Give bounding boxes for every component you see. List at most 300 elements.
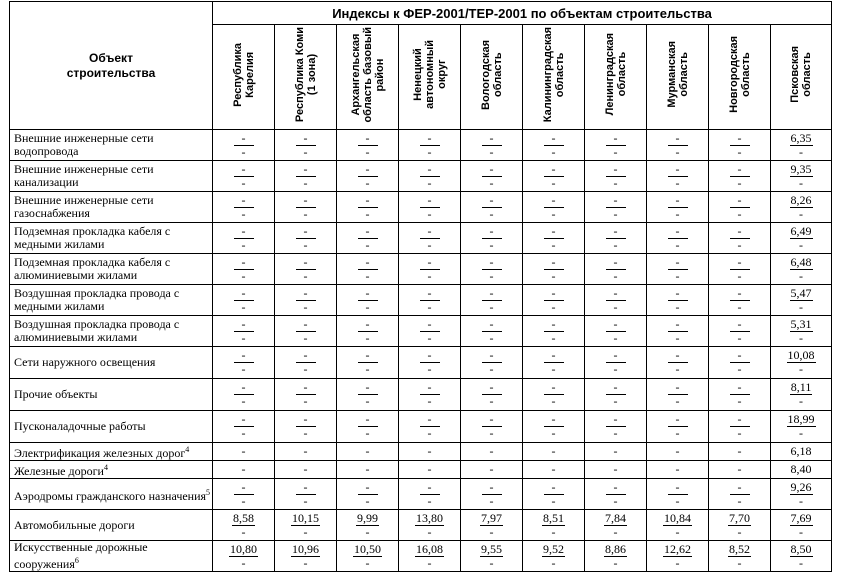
index-sub-value: -: [675, 268, 680, 283]
index-fraction: [730, 349, 750, 376]
index-sub-value: -: [365, 144, 370, 159]
index-fraction: [234, 163, 254, 190]
index-cell: [647, 347, 709, 379]
index-sub-value: -: [551, 299, 556, 314]
index-fraction: [296, 349, 316, 376]
index-cell: [709, 479, 771, 510]
index-fraction: [668, 132, 688, 159]
index-fraction: [358, 381, 378, 408]
index-fraction: [234, 256, 254, 283]
index-cell: [275, 316, 337, 347]
index-value: -: [420, 413, 440, 427]
index-value: -: [365, 444, 370, 458]
index-value: -: [296, 318, 316, 332]
index-fraction: [790, 543, 813, 570]
index-fraction: [544, 481, 564, 508]
index-cell: [461, 130, 523, 161]
index-cell: [709, 130, 771, 161]
index-value: -: [296, 194, 316, 208]
index-value: -: [544, 225, 564, 239]
index-sub-value: -: [489, 175, 494, 190]
index-sub-value: -: [303, 237, 308, 252]
index-sub-value: -: [737, 330, 742, 345]
index-fraction: [663, 543, 692, 570]
index-sub-value: -: [241, 362, 246, 376]
index-fraction: [790, 225, 813, 252]
object-name: Аэродромы гражданского назначения: [14, 488, 207, 503]
index-value: -: [296, 225, 316, 239]
index-fraction: [358, 481, 378, 508]
index-value: -: [420, 349, 440, 363]
index-fraction: [790, 512, 813, 539]
index-sub-value: -: [241, 206, 246, 221]
index-sub-value: -: [675, 394, 680, 408]
footnote-mark: 4: [103, 463, 108, 472]
index-sub-value: -: [613, 524, 618, 539]
index-cell: [399, 316, 461, 347]
index-sub-value: -: [675, 206, 680, 221]
table-row: [10, 285, 832, 316]
index-value: -: [668, 481, 688, 495]
region-header: [275, 25, 337, 130]
index-fraction: [790, 287, 813, 314]
index-cell: [585, 479, 647, 510]
index-fraction: [663, 512, 692, 539]
index-sub-value: -: [799, 237, 804, 252]
index-fraction: [296, 132, 316, 159]
index-value: -: [613, 444, 618, 458]
index-cell: [337, 130, 399, 161]
index-value: 8,52: [729, 541, 750, 556]
index-sub-value: -: [737, 362, 742, 376]
index-sub-value: -: [551, 237, 556, 252]
index-value: -: [482, 256, 502, 270]
table-body: [10, 130, 832, 572]
index-sub-value: -: [613, 175, 618, 190]
index-sub-value: -: [675, 493, 680, 508]
index-sub-value: -: [365, 237, 370, 252]
index-sub-value: -: [551, 144, 556, 159]
index-cell: [771, 379, 832, 411]
table-row: [10, 379, 832, 411]
index-cell: [523, 192, 585, 223]
index-value: 8,50: [790, 541, 812, 556]
index-value: -: [544, 287, 564, 301]
object-name: Сети наружного освещения: [14, 355, 156, 369]
index-cell: [337, 541, 399, 572]
index-table: [9, 1, 832, 572]
index-sub-value: -: [303, 268, 308, 283]
index-cell: [771, 316, 832, 347]
index-value: -: [234, 256, 254, 270]
index-fraction: [480, 543, 503, 570]
index-fraction: [420, 381, 440, 408]
index-value: -: [234, 413, 254, 427]
index-value: -: [668, 381, 688, 395]
index-fraction: [730, 132, 750, 159]
index-fraction: [606, 318, 626, 345]
index-cell: [771, 223, 832, 254]
index-sub-value: -: [427, 237, 432, 252]
index-fraction: [544, 163, 564, 190]
table-row: [10, 411, 832, 443]
index-sub-value: -: [427, 206, 432, 221]
index-fraction: [291, 543, 320, 570]
index-value: -: [482, 132, 502, 146]
index-cell: [213, 461, 275, 479]
region-label: Республика Коми (1 зона): [293, 26, 318, 123]
object-name-cell: [10, 541, 213, 572]
index-sub-value: -: [613, 299, 618, 314]
index-value: -: [358, 481, 378, 495]
index-cell: [771, 510, 832, 541]
index-fraction: [482, 163, 502, 190]
index-value: -: [730, 256, 750, 270]
object-header-label: Объект строительства: [66, 50, 156, 80]
index-sub-value: -: [489, 268, 494, 283]
index-fraction: [482, 287, 502, 314]
index-fraction: [606, 287, 626, 314]
index-fraction: [544, 194, 564, 221]
index-cell: [585, 443, 647, 461]
index-fraction: [420, 256, 440, 283]
index-fraction: [606, 349, 626, 376]
index-value: 10,80: [230, 541, 257, 556]
index-fraction: [482, 225, 502, 252]
index-fraction: [358, 132, 378, 159]
index-sub-value: -: [303, 555, 308, 570]
index-fraction: [544, 318, 564, 345]
index-value: -: [668, 349, 688, 363]
index-cell: [647, 223, 709, 254]
index-fraction: [730, 225, 750, 252]
index-cell: [275, 461, 337, 479]
object-name-cell: [10, 443, 213, 461]
table-row: [10, 510, 832, 541]
index-value: -: [544, 194, 564, 208]
index-fraction: [296, 381, 316, 408]
object-name: Воздушная прокладка провода с медными жилами: [14, 286, 180, 313]
index-sub-value: -: [489, 394, 494, 408]
index-fraction: [296, 194, 316, 221]
index-fraction: [482, 381, 502, 408]
index-value: -: [303, 462, 308, 476]
index-value: -: [730, 225, 750, 239]
index-fraction: [668, 225, 688, 252]
index-cell: [647, 379, 709, 411]
object-name-cell: [10, 479, 213, 510]
index-value: -: [606, 132, 626, 146]
index-value: -: [606, 225, 626, 239]
index-value: -: [234, 287, 254, 301]
index-cell: [647, 541, 709, 572]
index-cell: [647, 461, 709, 479]
index-value: -: [544, 256, 564, 270]
index-fraction: [730, 481, 750, 508]
object-name: Искусственные дорожные сооружения: [14, 540, 148, 571]
index-sub-value: -: [427, 144, 432, 159]
index-fraction: [296, 256, 316, 283]
index-cell: [399, 411, 461, 443]
index-sub-value: -: [241, 237, 246, 252]
object-name-cell: [10, 411, 213, 443]
index-cell: [213, 479, 275, 510]
index-sub-value: -: [613, 493, 618, 508]
index-sub-value: -: [799, 426, 804, 440]
index-cell: [213, 223, 275, 254]
index-fraction: [420, 194, 440, 221]
index-sub-value: -: [427, 493, 432, 508]
index-fraction: [420, 413, 440, 440]
index-sub-value: -: [799, 330, 804, 345]
index-value: -: [482, 413, 502, 427]
index-value: -: [668, 256, 688, 270]
index-sub-value: -: [365, 555, 370, 570]
index-sub-value: -: [613, 394, 618, 408]
index-value: -: [606, 256, 626, 270]
object-name: Пусконаладочные работы: [14, 419, 146, 433]
index-value: 9,55: [481, 541, 502, 556]
index-cell: [585, 130, 647, 161]
object-name-cell: [10, 223, 213, 254]
index-sub-value: -: [365, 299, 370, 314]
index-value: -: [365, 462, 370, 476]
index-value: 9,26: [790, 479, 812, 494]
index-fraction: [668, 163, 688, 190]
object-name-cell: [10, 316, 213, 347]
index-cell: [275, 192, 337, 223]
index-cell: [275, 541, 337, 572]
index-value: 5,31: [790, 316, 812, 331]
index-sub-value: -: [799, 206, 804, 221]
index-value: -: [730, 132, 750, 146]
index-sub-value: -: [799, 144, 804, 159]
index-value: 8,26: [790, 192, 812, 207]
index-sub-value: -: [613, 426, 618, 440]
index-fraction: [787, 413, 816, 440]
index-value: 8,40: [790, 462, 812, 476]
index-value: -: [358, 256, 378, 270]
index-fraction: [358, 287, 378, 314]
index-value: -: [296, 413, 316, 427]
index-fraction: [730, 256, 750, 283]
index-fraction: [606, 413, 626, 440]
index-sub-value: -: [551, 394, 556, 408]
index-cell: [585, 316, 647, 347]
index-value: -: [668, 225, 688, 239]
index-cell: [523, 461, 585, 479]
index-cell: [399, 510, 461, 541]
index-cell: [213, 510, 275, 541]
index-cell: [399, 479, 461, 510]
object-name: Внешние инженерные сети газоснабжения: [14, 193, 154, 220]
index-sub-value: -: [427, 330, 432, 345]
index-fraction: [730, 163, 750, 190]
index-sub-value: -: [427, 555, 432, 570]
index-cell: [399, 379, 461, 411]
index-fraction: [604, 543, 627, 570]
index-value: -: [234, 318, 254, 332]
footnote-mark: 4: [185, 445, 190, 454]
index-cell: [399, 223, 461, 254]
region-label: Калининградская область: [541, 26, 566, 123]
index-fraction: [296, 481, 316, 508]
index-fraction: [606, 194, 626, 221]
index-cell: [771, 411, 832, 443]
title-row: [10, 2, 832, 25]
index-value: 6,18: [790, 444, 812, 458]
index-value: -: [668, 413, 688, 427]
index-cell: [337, 379, 399, 411]
index-sub-value: -: [489, 362, 494, 376]
index-cell: [709, 254, 771, 285]
index-cell: [585, 223, 647, 254]
object-name: Подземная прокладка кабеля с медными жилами: [14, 224, 171, 251]
index-cell: [213, 130, 275, 161]
index-cell: [523, 510, 585, 541]
index-value: -: [489, 444, 494, 458]
object-name-cell: [10, 161, 213, 192]
index-fraction: [482, 413, 502, 440]
index-sub-value: -: [737, 493, 742, 508]
index-cell: [647, 479, 709, 510]
index-cell: [461, 479, 523, 510]
index-value: -: [296, 481, 316, 495]
index-value: -: [303, 444, 308, 458]
index-value: -: [675, 444, 680, 458]
index-cell: [523, 130, 585, 161]
index-sub-value: -: [427, 362, 432, 376]
index-cell: [585, 510, 647, 541]
region-header: [461, 25, 523, 130]
region-label: Вологодская область: [479, 39, 504, 110]
object-name-cell: [10, 510, 213, 541]
index-fraction: [668, 256, 688, 283]
table-row: [10, 192, 832, 223]
index-fraction: [482, 318, 502, 345]
index-cell: [213, 379, 275, 411]
index-sub-value: -: [427, 299, 432, 314]
index-cell: [771, 254, 832, 285]
index-cell: [461, 541, 523, 572]
index-fraction: [606, 481, 626, 508]
object-name: Воздушная прокладка провода с алюминиевыми жилами: [14, 317, 180, 344]
index-value: -: [482, 194, 502, 208]
index-value: 7,70: [729, 510, 750, 525]
index-cell: [399, 130, 461, 161]
index-value: -: [482, 381, 502, 395]
footnote-mark: 5: [206, 487, 211, 497]
index-cell: [771, 161, 832, 192]
index-sub-value: -: [551, 362, 556, 376]
index-sub-value: -: [675, 175, 680, 190]
index-cell: [275, 411, 337, 443]
table-row: [10, 541, 832, 572]
index-fraction: [296, 225, 316, 252]
index-fraction: [544, 413, 564, 440]
index-value: -: [234, 225, 254, 239]
index-cell: [523, 347, 585, 379]
index-fraction: [668, 381, 688, 408]
index-cell: [275, 347, 337, 379]
table-row: [10, 223, 832, 254]
index-cell: [337, 161, 399, 192]
index-value: 9,99: [357, 510, 378, 525]
index-cell: [523, 254, 585, 285]
index-fraction: [482, 349, 502, 376]
index-title: Индексы к ФЕР-2001/ТЕР-2001 по объектам строительства: [213, 2, 832, 25]
index-cell: [337, 192, 399, 223]
index-sub-value: -: [365, 206, 370, 221]
index-cell: [771, 461, 832, 479]
index-value: 6,35: [790, 130, 812, 145]
index-fraction: [420, 349, 440, 376]
index-cell: [647, 316, 709, 347]
index-value: -: [668, 194, 688, 208]
index-cell: [275, 479, 337, 510]
index-value: -: [234, 349, 254, 363]
index-value: -: [358, 318, 378, 332]
index-cell: [523, 443, 585, 461]
index-cell: [523, 379, 585, 411]
index-value: -: [420, 381, 440, 395]
index-value: -: [241, 444, 246, 458]
index-value: 7,97: [481, 510, 502, 525]
index-value: -: [606, 381, 626, 395]
index-fraction: [544, 287, 564, 314]
index-cell: [709, 192, 771, 223]
index-fraction: [229, 543, 258, 570]
index-sub-value: -: [551, 426, 556, 440]
index-fraction: [420, 481, 440, 508]
object-name-cell: [10, 461, 213, 479]
index-value: -: [675, 462, 680, 476]
table-row: [10, 130, 832, 161]
index-cell: [337, 510, 399, 541]
index-value: -: [606, 349, 626, 363]
index-sub-value: -: [241, 175, 246, 190]
index-sub-value: -: [551, 524, 556, 539]
index-sub-value: -: [489, 237, 494, 252]
index-fraction: [358, 413, 378, 440]
object-name-cell: [10, 285, 213, 316]
region-label: Новгородская область: [727, 36, 752, 113]
index-cell: [709, 461, 771, 479]
index-value: -: [606, 194, 626, 208]
index-value: -: [730, 349, 750, 363]
region-header: [771, 25, 832, 130]
index-sub-value: -: [427, 175, 432, 190]
index-value: -: [737, 444, 742, 458]
index-value: -: [730, 163, 750, 177]
index-fraction: [415, 543, 444, 570]
index-value: -: [730, 413, 750, 427]
table-row: [10, 347, 832, 379]
index-fraction: [544, 349, 564, 376]
index-value: 8,11: [790, 380, 812, 394]
table-row: [10, 254, 832, 285]
index-fraction: [358, 256, 378, 283]
index-value: -: [358, 163, 378, 177]
index-sub-value: -: [489, 299, 494, 314]
index-cell: [585, 161, 647, 192]
index-value: -: [296, 256, 316, 270]
index-cell: [213, 254, 275, 285]
index-sub-value: -: [737, 237, 742, 252]
index-fraction: [234, 318, 254, 345]
index-value: -: [544, 163, 564, 177]
index-sub-value: -: [427, 268, 432, 283]
